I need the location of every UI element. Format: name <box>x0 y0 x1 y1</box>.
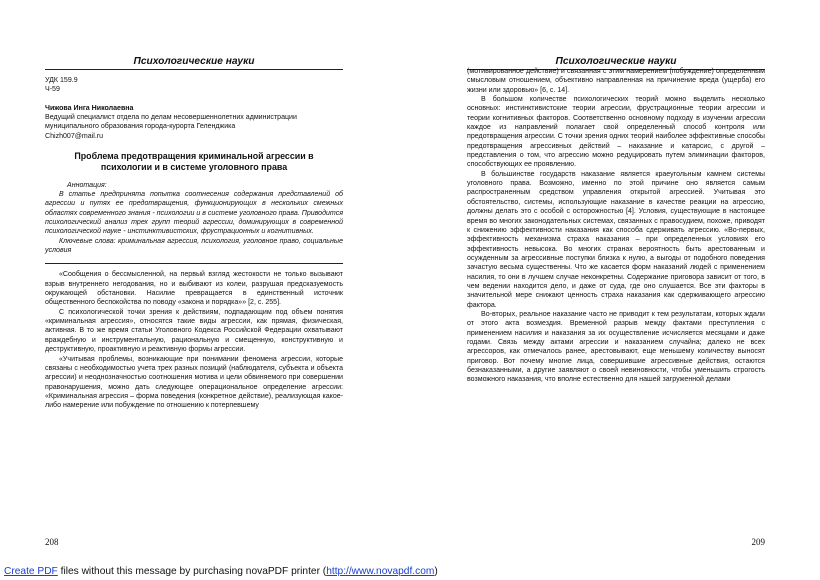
author-email: Chizh007@mail.ru <box>45 132 104 140</box>
paragraph: С психологической точки зрения к действиям, подпадающим под объем понятия «криминальная агрессия», относятся такие виды агрессии, как прямая, физическая, активная. В то же время статьи Уголовного Кодекса Российской Федерации охватывают враждебную и инструментальную, рациональную и смещенную, конструктивную и деструктивную, проактивную и реактивную формы агрессии. <box>45 308 343 354</box>
paragraph: «Сообщения о бессмысленной, на первый взгляд жестокости не только вызывают взрыв внутреннего негодования, но и выбивают из колеи, разрушая предсказуемость окружающей обстановки. Насилие превращается в единственный источник общественного беспокойства по поводу «закона и порядка»» [2, с. 255]. <box>45 271 343 307</box>
left-page <box>45 0 343 560</box>
paragraph: В большом количестве психологических теорий можно выделить несколько основных: инстинктивистские теории агрессии, фрустрационные теории агрессии и теории когнитивных факторов. Соответственно основному подходу в изучении агрессии каждое из направлений полагает свой определенный способ контроля или предотвращения агрессии. С точки зрения одних теорий наиболее эффективные способы предотвращения агрессивных действий – наказание и катарсис, с другой – представления о том, что агрессию можно редуцировать путем элиминации факторов, способствующих ее проявлению. <box>467 96 765 169</box>
abstract-text: В статье предпринята попытка соотнесения содержания представлений об агрессии и путях ее предотвращения, функционирующих в нескольких смежных областях современного знания - психологии и в системе уголовного права. Приводится психологический анализ трех групп теорий агрессии, доминирующих в современной психологической науке - инстинктивистских, фрустрационных и когнитивных. <box>45 191 343 236</box>
paragraph: Во-вторых, реальное наказание часто не приводит к тем результатам, которых ждали от этого акта возмездия. Временной разрыв между фактами преступления с применением насилия и наказания за их осуществление исчисляется месяцами и даже годами. Связь между актами агрессии и наказанием случайна; далеко не всех агрессоров, как отмечалось ранее, арестовывают, еще меньшему количеству выносят приговор. Вот почему многие лица, совершившие агрессивные действия, остаются безнаказанными, а другие заявляют о своей невиновности, чтобы уменьшить строгость возможного наказания, что вполне естественно для нашей загруженной делами <box>467 310 765 384</box>
paragraph: В большинстве государств наказание является краеугольным камнем системы уголовного права. Возможно, именно по этой причине оно является самым распространенным средством управления открытой агрессией. Учитывая это обстоятельство, системы, использующие наказание в качестве реакции на агрессию, должны делать это с особой с осторожностью [4]. Условия, существующие в настоящее время во многих законодательных системах, связанных с правосудием, похоже, приводят к снижению эффективности наказания как способа сдерживать агрессию. «Во-первых, эффективность механизма страха наказания – при определенных условиях его эффективность невысока. Во многих странах вероятность быть арестованным и осужденным за агрессивные поступки близка к нулю, а выгоды от подобного поведения зачастую весьма существенны. Что же касается форм наказаний людей с применением насилия, то они в лучшем случае неконкретны. Содержание приговора зависит от того, в чем ведении находится дело, и даже от суда, где оно слушается. Все эти факторы в значительной мере снижают ценность страха наказания как сдерживающего агрессию фактора. <box>467 170 765 309</box>
paragraph: «Учитывая проблемы, возникающие при понимании феномена агрессии, которые связаны с необходимостью учета трех разных позиций (наблюдателя, субъекта и объекта агрессии) и неоднозначностью соотношения мотива и цели обвиняемого при совершении правонарушения, можно дать следующее операциональное определение агрессии: «Криминальная агрессия – форма поведения (конкретное действие), реализующая какое-либо намерение или побуждение по отношению к потерпевшему <box>45 355 343 410</box>
article-title: Проблема предотвращения криминальной агрессии в психологии и в системе уголовного права <box>74 151 314 172</box>
footer-text: files without this message by purchasing novaPDF printer ( <box>57 566 327 577</box>
abstract-label: Аннотация: <box>67 181 107 189</box>
author-position: Ведущий специалист отдела по делам несовершеннолетних администрации муниципального образования города-курорта Геленджика <box>45 114 297 131</box>
novapdf-link[interactable]: http://www.novapdf.com <box>326 566 435 577</box>
page-number-right: 209 <box>751 537 765 547</box>
right-content <box>467 67 765 385</box>
author-name: Чижова Инга Николаевна <box>45 104 134 112</box>
divider <box>45 263 343 264</box>
page-number-left: 208 <box>45 537 59 547</box>
library-code: Ч-59 <box>45 86 60 94</box>
paragraph: (мотивированное действие) и связанная с этим намерением (побуждение) определенным смысловым отношением, объективно направленная на причинение вреда (ущерба) его жизни или здоровью» [6, с. 14]. <box>467 68 765 94</box>
keywords: Ключевые слова: криминальная агрессия, психология, уголовное право, социальные условия <box>45 237 343 255</box>
udk-code: УДК 159.9 <box>45 77 78 84</box>
left-running-head: Психологические науки <box>45 56 343 70</box>
right-page <box>467 0 765 560</box>
footer-end: ) <box>434 566 438 577</box>
right-running-head: Психологические науки <box>467 56 765 70</box>
create-pdf-link[interactable]: Create PDF <box>4 566 58 577</box>
left-content <box>45 76 343 411</box>
abstract <box>45 181 343 256</box>
pdf-footer-notice <box>4 566 438 577</box>
